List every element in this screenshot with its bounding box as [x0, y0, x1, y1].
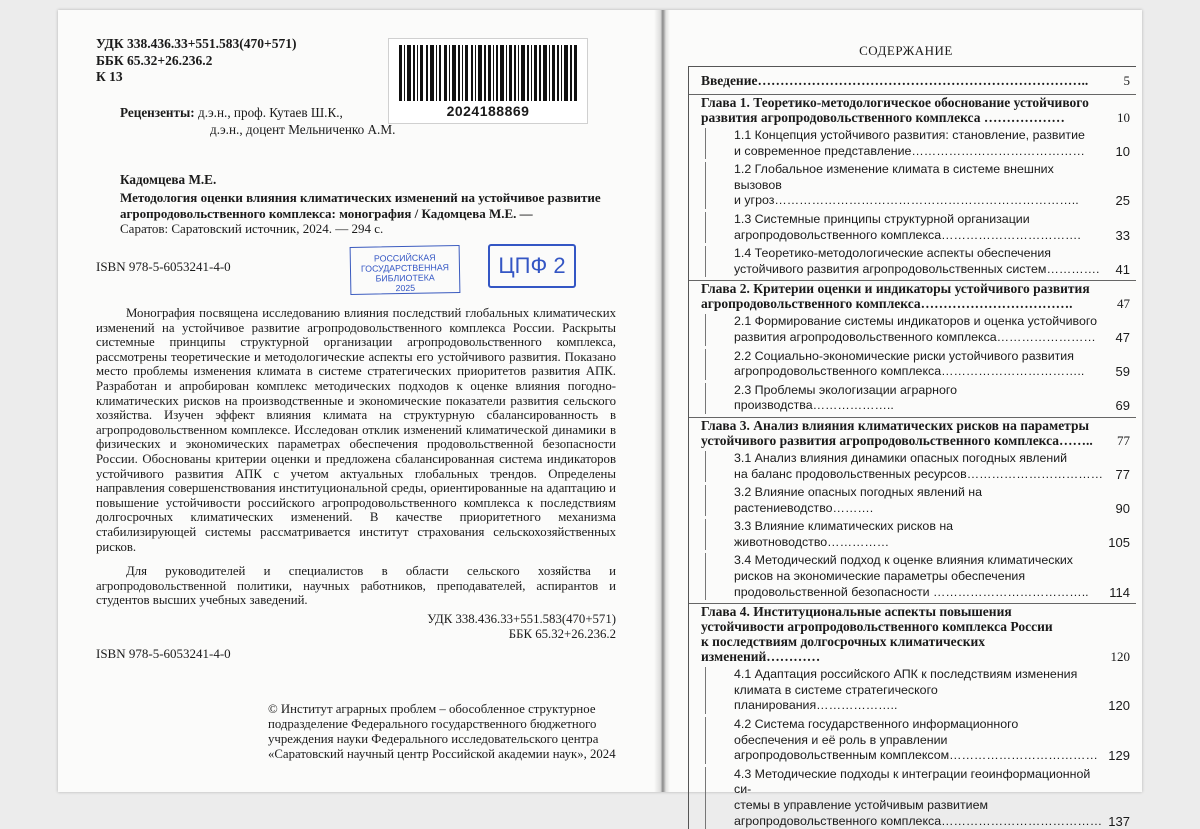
imprint-page — [58, 10, 654, 792]
toc-entry-title: агропродовольственного комплекса……………………………. — [701, 296, 1073, 312]
copyright-notice: © Институт аграрных проблем – обособленное структурное подразделение Федерального государственного бюджетного учреждения науки Федерального исследовательского центра «Саратовский научный центр Российской академии наук», 2024 — [268, 702, 616, 761]
toc-entry-title: на баланс продовольственных ресурсов…………………………… — [734, 466, 1104, 481]
toc-page-number: 33 — [1115, 227, 1130, 243]
toc-section-4-1[interactable] — [705, 667, 1136, 714]
table-of-contents — [688, 66, 1136, 829]
toc-page-number: 114 — [1109, 584, 1130, 600]
isbn-top: ISBN 978-5-6053241-4-0 — [96, 259, 231, 274]
toc-entry-title: агропродовольственного комплекса…………………………….. — [734, 364, 1085, 379]
reviewer-2: д.э.н., доцент Мельниченко А.М. — [210, 122, 396, 137]
toc-section-1-2[interactable] — [705, 162, 1136, 209]
bbk-code-bottom: ББК 65.32+26.236.2 — [508, 627, 616, 641]
toc-chapter-4[interactable] — [689, 603, 1136, 664]
toc-section-1-1[interactable] — [705, 128, 1136, 159]
toc-entry-title: Введение……………………………………………………………….. — [701, 73, 1089, 88]
book-title: Методология оценки влияния климатических изменений на устойчивое развитие агропродовольственного комплекса: монография / Кадомцева М.Е. — — [120, 190, 601, 221]
toc-entry-title: 3.1 Анализ влияния динамики опасных погодных явлений — [734, 450, 1068, 465]
toc-page-number: 59 — [1115, 364, 1130, 380]
toc-entry-title: климата в системе стратегического планирования……………….. — [734, 682, 938, 713]
stamp-line: РОССИЙСКАЯ — [373, 252, 436, 264]
toc-page-number: 5 — [1123, 73, 1130, 88]
toc-entry-title: Глава 4. Институциональные аспекты повышения — [701, 604, 1012, 620]
toc-entry-intro[interactable] — [689, 73, 1136, 88]
abstract-paragraph-2: Для руководителей и специалистов в области сельского хозяйства и агропродовольственной политики, научных работников, преподавателей, аспирантов и студентов высших учебных заведений. — [96, 564, 616, 608]
toc-entry-title: стемы в управление устойчивым развитием — [734, 798, 988, 812]
toc-entry-title: 2.2 Социально-экономические риски устойчивого развития — [734, 348, 1074, 363]
toc-entry-title: 4.2 Система государственного информационного — [734, 717, 1019, 732]
toc-page-number: 105 — [1108, 534, 1130, 550]
toc-entry-title: развития агропродовольственного комплекса ……………… — [701, 110, 1065, 125]
abstract-paragraph-1: Монография посвящена исследованию влияния последствий глобальных климатических изменений на устойчивое развитие агропродовольственного комплекса России. Раскрыты системные принципы структурной организации агропродовольственного комплекса, рассмотрены теоретические и методологические аспекты его устойчивого развития. Показано место проблемы изменения климата в системе стратегических приоритетов развития АПК. Разработан и апробирован комплекс методических подходов к оценке влияния погодно-климатических рисков на производственные и экономические показатели развития сельского хозяйства. Изучен эффект влияния климата на структурную сбалансированность в агропродовольственном комплексе. Исследован отклик изменений климатической динамики в физических и экономических параметрах обеспечения продовольственной безопасности России. Обоснованы критерии оценки и предложена сбалансированная система индикаторов устойчивого развития АПК с учетом актуальных глобальных трендов. Определены направления совершенствования институциональной среды, ориентированные на адаптацию и повышение устойчивости российского агропродовольственного комплекса к последствиям долгосрочных климатических изменений. В качестве приоритетного механизма стабилизирующей системы рассматривается институт страхования сельскохозяйственных рисков. — [96, 306, 616, 554]
toc-page-number: 25 — [1115, 193, 1130, 209]
toc-entry-title: рисков на экономические параметры обеспечения — [734, 569, 1026, 584]
toc-entry-title: устойчивости агропродовольственного комплекса России — [701, 619, 1053, 635]
toc-chapter-3[interactable] — [689, 417, 1136, 448]
toc-entry-title: Глава 1. Теоретико-методологическое обоснование устойчивого — [701, 95, 1089, 110]
toc-entry-title: 1.3 Системные принципы структурной организации — [734, 211, 1030, 226]
toc-page-number: 137 — [1108, 813, 1130, 829]
toc-page-number: 120 — [1110, 649, 1130, 665]
abstract-text — [96, 306, 616, 608]
toc-entry-title: к последствиям долгосрочных климатических изменений………… — [701, 634, 986, 665]
toc-page-number: 90 — [1115, 500, 1130, 516]
udk-code: УДК 338.436.33+551.583(470+571) — [96, 36, 297, 51]
cpf-stamp: ЦПФ 2 — [488, 244, 576, 288]
toc-entry-title: и угроз……………………………………………………………….. — [734, 193, 1079, 208]
toc-section-2-1[interactable] — [705, 314, 1136, 345]
reviewers-label: Рецензенты: — [120, 105, 195, 120]
toc-entry-title: 4.3 Методические подходы к интеграции геоинформационной си- — [734, 766, 1091, 797]
toc-section-1-4[interactable] — [705, 246, 1136, 277]
toc-chapter-2[interactable] — [689, 280, 1136, 311]
book-spread-scan — [58, 10, 1142, 829]
toc-entry-title: Глава 3. Анализ влияния климатических рисков на параметры — [701, 417, 1090, 433]
isbn-bottom: ISBN 978-5-6053241-4-0 — [96, 646, 231, 661]
toc-entry-title: 3.4 Методический подход к оценке влияния климатических — [734, 553, 1074, 568]
toc-entry-title: 1.4 Теоретико-методологические аспекты обеспечения — [734, 246, 1052, 261]
toc-entry-title: 2.1 Формирование системы индикаторов и оценка устойчивого — [734, 314, 1098, 329]
stamp-line: ГОСУДАРСТВЕННАЯ — [360, 262, 450, 274]
udk-classification-block — [96, 36, 297, 86]
toc-section-4-2[interactable] — [705, 717, 1136, 764]
udk-code-bottom: УДК 338.436.33+551.583(470+571) — [427, 612, 616, 626]
toc-section-3-2[interactable] — [705, 485, 1136, 516]
toc-section-3-4[interactable] — [705, 553, 1136, 600]
toc-entry-title: 3.2 Влияние опасных погодных явлений на растениеводство………. — [734, 485, 983, 515]
udk-bottom-block — [418, 612, 616, 642]
stamp-line: БИБЛИОТЕКА — [375, 272, 435, 284]
toc-entry-title: Глава 2. Критерии оценки и индикаторы устойчивого развития — [701, 281, 1090, 297]
toc-entry-title: устойчивого развития агропродовольственного комплекса…….. — [701, 432, 1093, 448]
toc-page-number: 77 — [1115, 466, 1130, 482]
toc-page-number: 69 — [1115, 398, 1130, 414]
book-publisher: Саратов: Саратовский источник, 2024. — 294 с. — [120, 221, 384, 236]
toc-entry-title: 4.1 Адаптация российского АПК к последствиям изменения — [734, 667, 1078, 682]
toc-page-number: 41 — [1115, 261, 1130, 277]
toc-section-3-1[interactable] — [705, 451, 1136, 482]
toc-entry-title: устойчивого развития агропродовольственных систем…………. — [734, 261, 1100, 276]
toc-entry-title: обеспечения и её роль в управлении — [734, 732, 948, 747]
bibliographic-description — [120, 190, 620, 237]
toc-entry-title: агропродовольственного комплекса………………………………… — [734, 813, 1103, 828]
toc-title: СОДЕРЖАНИЕ — [859, 43, 953, 58]
toc-entry-title: 3.3 Влияние климатических рисков на животноводство…………… — [734, 519, 954, 549]
toc-entry-title: 2.3 Проблемы экологизации аграрного производства……………….. — [734, 382, 957, 413]
stamp-line: 2025 — [395, 282, 416, 294]
book-spine — [654, 10, 670, 792]
toc-entry-title: агропродовольственного комплекса……………………………. — [734, 227, 1081, 242]
toc-page-number: 10 — [1115, 143, 1130, 159]
toc-section-2-2[interactable] — [705, 349, 1136, 380]
contents-page — [670, 10, 1142, 829]
toc-entry-title: продовольственной безопасности ……………………………….. — [734, 584, 1089, 599]
toc-entry-title: агропродовольственным комплексом……………………………… — [734, 748, 1098, 763]
toc-page-number: 120 — [1108, 698, 1130, 714]
toc-page-number: 10 — [1117, 110, 1130, 125]
barcode-number: 2024188869 — [446, 103, 530, 119]
toc-page-number: 77 — [1117, 432, 1130, 448]
toc-chapter-1[interactable] — [689, 94, 1136, 125]
toc-section-4-3[interactable] — [705, 767, 1136, 829]
author-name: Кадомцева М.Е. — [120, 172, 217, 187]
barcode-icon — [397, 45, 581, 101]
toc-entry-title: развития агропродовольственного комплекса…………………… — [734, 329, 1096, 344]
toc-section-3-3[interactable] — [705, 519, 1136, 550]
toc-page-number: 129 — [1108, 748, 1130, 764]
reviewer-1: д.э.н., проф. Кутаев Ш.К., — [198, 105, 343, 120]
toc-section-2-3[interactable] — [705, 383, 1136, 414]
library-stamp — [350, 245, 461, 295]
toc-entry-title: 1.1 Концепция устойчивого развития: становление, развитие — [734, 128, 1085, 142]
toc-section-1-3[interactable] — [705, 212, 1136, 243]
toc-page-number: 47 — [1117, 296, 1130, 312]
author-mark: К 13 — [96, 69, 123, 84]
toc-entry-title: 1.2 Глобальное изменение климата в системе внешних вызовов — [734, 162, 1054, 192]
barcode-sticker — [388, 38, 588, 124]
bbk-code: ББК 65.32+26.236.2 — [96, 52, 213, 68]
reviewers-block — [120, 104, 395, 138]
toc-page-number: 47 — [1115, 329, 1130, 345]
toc-entry-title: и современное представление…………………………………… — [734, 143, 1085, 158]
